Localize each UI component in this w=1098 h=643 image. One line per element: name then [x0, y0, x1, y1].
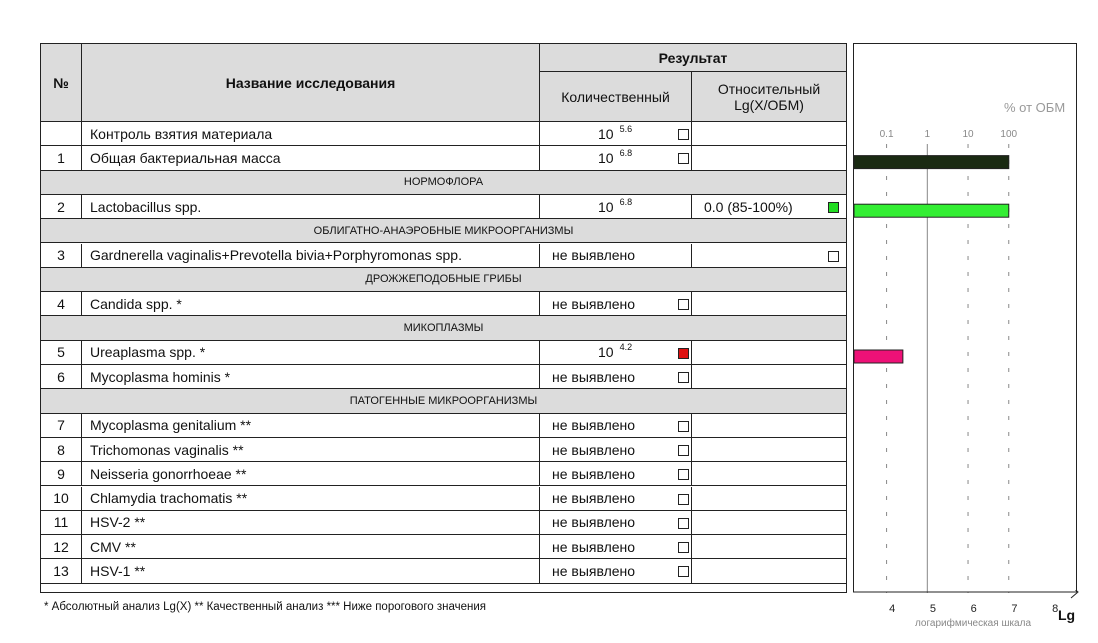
test-name: Neisseria gonorrhoeae **	[82, 462, 540, 485]
relative-result	[692, 559, 846, 582]
table-row	[41, 438, 846, 462]
qty-text: не выявлено	[552, 417, 636, 434]
test-name: Mycoplasma hominis *	[82, 365, 540, 388]
qty-status-box	[678, 372, 689, 383]
test-name: HSV-2 **	[82, 511, 540, 534]
qty-base: 10	[598, 149, 614, 166]
relative-result	[692, 244, 846, 267]
relative-result	[692, 535, 846, 558]
data-bar	[854, 156, 1009, 169]
chart-axis-area	[853, 590, 1098, 640]
row-number: 6	[41, 365, 82, 388]
qty-exponent: 5.6	[619, 123, 633, 134]
row-number: 9	[41, 462, 82, 485]
table-row	[41, 535, 846, 559]
x-axis-sublabel: логарифмическая шкала	[914, 618, 1032, 629]
test-name: Candida spp. *	[82, 292, 540, 315]
header-relative-line1: Относительный	[717, 81, 821, 97]
section-label: ДРОЖЖЕПОДОБНЫЕ ГРИБЫ	[41, 268, 846, 291]
qty-text: не выявлено	[552, 563, 636, 580]
test-name: CMV **	[82, 535, 540, 558]
quantitative-result	[540, 195, 692, 218]
section-label: МИКОПЛАЗМЫ	[41, 316, 846, 339]
quantitative-result	[540, 365, 692, 388]
x-axis-label: Lg	[1058, 607, 1076, 623]
log-chart-panel	[853, 43, 1077, 592]
qty-text: не выявлено	[552, 465, 636, 482]
test-name: Lactobacillus spp.	[82, 195, 540, 218]
qty-text: не выявлено	[552, 441, 636, 458]
relative-result	[692, 122, 846, 145]
header-quantitative: Количественный	[540, 72, 692, 122]
quantitative-result	[540, 462, 692, 485]
x-tick-label: 4	[889, 603, 896, 615]
qty-status-box	[678, 421, 689, 432]
percent-tick-label: 100	[1000, 129, 1018, 140]
results-table	[40, 43, 847, 593]
quantitative-result	[540, 341, 692, 364]
quantitative-result	[540, 244, 692, 267]
row-number: 12	[41, 535, 82, 558]
qty-base: 10	[598, 344, 614, 361]
qty-status-box	[678, 469, 689, 480]
relative-status-box	[828, 202, 839, 213]
quantitative-result	[540, 487, 692, 510]
x-tick-label: 8	[1052, 603, 1059, 615]
quantitative-result	[540, 559, 692, 582]
relative-result	[692, 292, 846, 315]
relative-result	[692, 487, 846, 510]
test-name: Gardnerella vaginalis+Prevotella bivia+Porphyromonas spp.	[82, 244, 540, 267]
test-name: Mycoplasma genitalium **	[82, 414, 540, 437]
quantitative-result	[540, 292, 692, 315]
qty-text: не выявлено	[552, 295, 636, 312]
percent-tick-label: 1	[924, 129, 931, 140]
qty-exponent: 6.8	[619, 147, 633, 158]
test-name: Ureaplasma spp. *	[82, 341, 540, 364]
quantitative-result	[540, 414, 692, 437]
row-number: 10	[41, 487, 82, 510]
row-number: 4	[41, 292, 82, 315]
qty-status-box	[678, 566, 689, 577]
table-row	[41, 244, 846, 268]
qty-exponent: 6.8	[619, 196, 633, 207]
qty-status-box	[678, 542, 689, 553]
row-number	[41, 122, 82, 145]
row-number: 7	[41, 414, 82, 437]
table-row	[41, 292, 846, 316]
table-header	[41, 44, 846, 122]
footnote: * Абсолютный анализ Lg(X) ** Качественный анализ *** Ниже порогового значения	[44, 601, 487, 613]
percent-tick-label: 10	[962, 129, 974, 140]
section-row	[41, 171, 846, 195]
table-row	[41, 195, 846, 219]
qty-text: не выявлено	[552, 538, 636, 555]
chart-title: % от ОБМ	[1004, 100, 1066, 115]
section-label: ОБЛИГАТНО-АНАЭРОБНЫЕ МИКРООРГАНИЗМЫ	[41, 219, 846, 242]
table-row	[41, 414, 846, 438]
row-number: 5	[41, 341, 82, 364]
row-number: 3	[41, 244, 82, 267]
qty-base: 10	[598, 198, 614, 215]
row-number: 8	[41, 438, 82, 461]
qty-text: не выявлено	[552, 514, 636, 531]
section-row	[41, 316, 846, 340]
row-number: 13	[41, 559, 82, 582]
qty-text: не выявлено	[552, 247, 636, 264]
row-number: 1	[41, 146, 82, 169]
qty-status-box	[678, 153, 689, 164]
table-row	[41, 559, 846, 583]
x-tick-label: 6	[970, 603, 977, 615]
test-name: HSV-1 **	[82, 559, 540, 582]
relative-result	[692, 195, 846, 218]
table-row	[41, 462, 846, 486]
section-label: ПАТОГЕННЫЕ МИКРООРГАНИЗМЫ	[41, 389, 846, 412]
relative-result	[692, 414, 846, 437]
qty-status-box	[678, 518, 689, 529]
qty-exponent: 4.2	[619, 342, 633, 353]
quantitative-result	[540, 535, 692, 558]
table-row	[41, 341, 846, 365]
relative-text: 0.0 (85-100%)	[704, 198, 793, 215]
x-tick-label: 7	[1011, 603, 1018, 615]
table-row	[41, 365, 846, 389]
section-label: НОРМОФЛОРА	[41, 171, 846, 194]
section-row	[41, 219, 846, 243]
quantitative-result	[540, 146, 692, 169]
table-row	[41, 146, 846, 170]
qty-status-box	[678, 129, 689, 140]
row-number: 11	[41, 511, 82, 534]
qty-status-box	[678, 445, 689, 456]
qty-text: не выявлено	[552, 490, 636, 507]
qty-text: не выявлено	[552, 368, 636, 385]
test-name: Общая бактериальная масса	[82, 146, 540, 169]
relative-result	[692, 511, 846, 534]
percent-tick-label: 0.1	[879, 129, 894, 140]
relative-status-box	[828, 251, 839, 262]
section-row	[41, 268, 846, 292]
table-row	[41, 122, 846, 146]
row-number: 2	[41, 195, 82, 218]
test-name: Chlamydia trachomatis **	[82, 487, 540, 510]
relative-result	[692, 438, 846, 461]
quantitative-result	[540, 438, 692, 461]
log-chart	[854, 44, 1078, 593]
qty-status-box	[678, 299, 689, 310]
relative-result	[692, 341, 846, 364]
header-no: №	[41, 44, 82, 121]
data-bar	[854, 204, 1009, 217]
quantitative-result	[540, 511, 692, 534]
qty-status-box	[678, 494, 689, 505]
data-bar	[854, 350, 903, 363]
header-relative-line2: Lg(X/ОБМ)	[734, 97, 804, 113]
x-axis-arrow	[1071, 590, 1078, 598]
header-relative	[692, 72, 846, 122]
test-name: Контроль взятия материала	[82, 122, 540, 145]
table-row	[41, 511, 846, 535]
quantitative-result	[540, 122, 692, 145]
qty-status-box	[678, 348, 689, 359]
header-name: Название исследования	[82, 44, 540, 121]
relative-result	[692, 146, 846, 169]
relative-result	[692, 462, 846, 485]
test-name: Trichomonas vaginalis **	[82, 438, 540, 461]
header-result: Результат	[540, 44, 846, 72]
x-tick-label: 5	[929, 603, 937, 615]
relative-result	[692, 365, 846, 388]
qty-base: 10	[598, 125, 614, 142]
table-row	[41, 487, 846, 511]
section-row	[41, 389, 846, 413]
